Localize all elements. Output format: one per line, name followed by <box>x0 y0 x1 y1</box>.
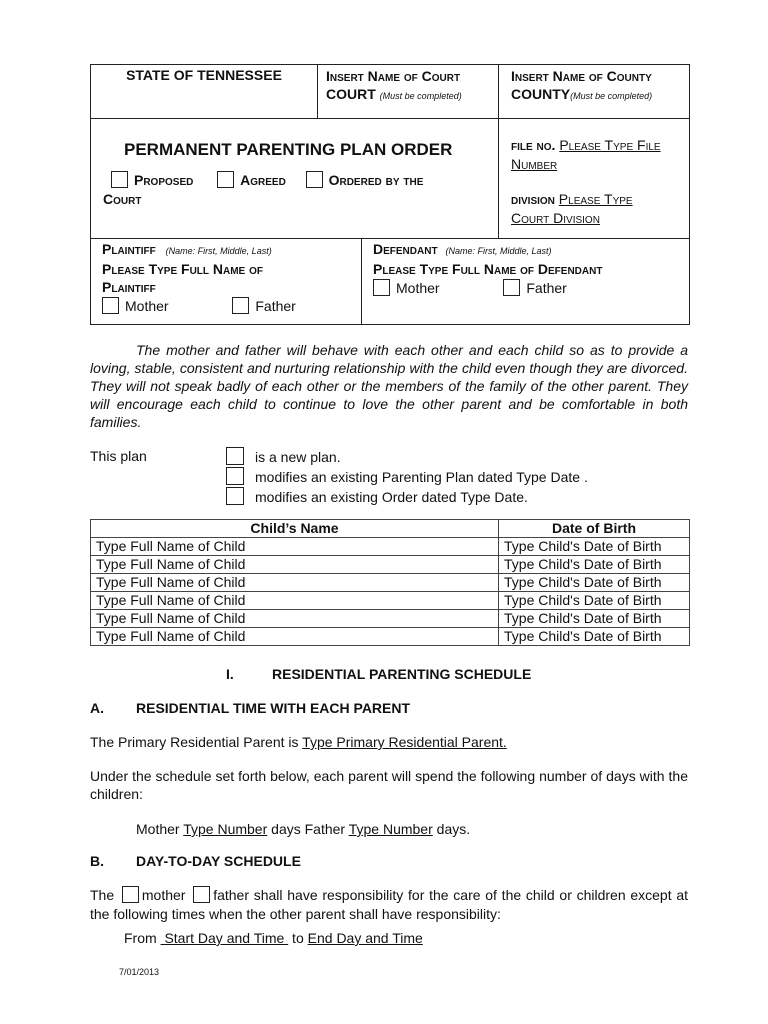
child-name-cell[interactable]: Type Full Name of Child <box>91 538 499 556</box>
plaintiff-name[interactable]: Please Type Full Name of <box>102 261 264 277</box>
father-responsibility-text: father shall have responsibility for the care of the child or children except at the following times when the other parent shall have responsibility: <box>90 887 689 922</box>
mother-days-value[interactable]: Type Number <box>183 821 268 837</box>
document-title: PERMANENT PARENTING PLAN ORDER <box>124 140 453 159</box>
mother-word: mother <box>141 887 186 903</box>
defendant-hint: (Name: First, Middle, Last) <box>445 246 552 256</box>
responsibility-paragraph <box>90 886 688 924</box>
start-day-time[interactable]: Start Day and Time <box>160 930 289 946</box>
child-name-cell[interactable]: Type Full Name of Child <box>91 592 499 610</box>
agreed-label: Agreed <box>240 172 286 188</box>
father-days-label: days Father <box>267 821 349 837</box>
ordered-court-label: Court <box>103 191 142 207</box>
table-row <box>91 592 690 610</box>
child-name-cell[interactable]: Type Full Name of Child <box>91 628 499 646</box>
plan-label: This plan <box>90 448 147 464</box>
child-dob-cell[interactable]: Type Child's Date of Birth <box>499 538 690 556</box>
court-required-note: (Must be completed) <box>379 91 462 101</box>
plaintiff-cell[interactable] <box>91 239 362 325</box>
child-dob-cell[interactable]: Type Child's Date of Birth <box>499 628 690 646</box>
child-dob-header: Date of Birth <box>499 520 690 538</box>
division-label: division <box>511 191 555 207</box>
defendant-father-label: Father <box>526 280 567 296</box>
modifies-plan-checkbox[interactable] <box>226 467 244 485</box>
child-name-header: Child’s Name <box>91 520 499 538</box>
child-dob-cell[interactable]: Type Child's Date of Birth <box>499 556 690 574</box>
section-a-title: RESIDENTIAL TIME WITH EACH PARENT <box>136 700 411 716</box>
mother-days-label: Mother <box>136 821 184 837</box>
plaintiff-mother-checkbox[interactable] <box>102 297 119 314</box>
child-dob-cell[interactable]: Type Child's Date of Birth <box>499 592 690 610</box>
plaintiff-hint: (Name: First, Middle, Last) <box>165 246 272 256</box>
primary-parent-value[interactable]: Type Primary Residential Parent. <box>302 734 507 750</box>
new-plan-checkbox[interactable] <box>226 447 244 465</box>
county-label: COUNTY <box>511 86 571 102</box>
from-label: From <box>124 930 157 946</box>
end-day-time[interactable]: End Day and Time <box>307 930 423 946</box>
the-word: The <box>90 887 115 903</box>
ordered-checkbox[interactable] <box>306 171 323 188</box>
days-suffix: days. <box>432 821 471 837</box>
parties-table <box>90 238 690 325</box>
state-cell <box>91 65 318 119</box>
plan-options <box>226 447 588 507</box>
plaintiff-father-checkbox[interactable] <box>232 297 249 314</box>
section-1-number: I. <box>226 666 234 682</box>
new-plan-label: is a new plan. <box>255 449 341 465</box>
child-name-cell[interactable]: Type Full Name of Child <box>91 556 499 574</box>
file-no-value-2[interactable]: Number <box>511 156 558 172</box>
children-table <box>90 519 690 646</box>
from-line <box>124 930 423 946</box>
court-name-label: Insert Name of Court <box>326 68 461 84</box>
table-row <box>91 610 690 628</box>
court-cell[interactable] <box>318 65 499 119</box>
division-value[interactable]: Please Type <box>558 191 633 207</box>
modifies-order-checkbox[interactable] <box>226 487 244 505</box>
file-cell[interactable] <box>499 119 690 239</box>
father-days-value[interactable]: Type Number <box>348 821 433 837</box>
table-row <box>91 538 690 556</box>
child-name-cell[interactable]: Type Full Name of Child <box>91 610 499 628</box>
child-dob-cell[interactable]: Type Child's Date of Birth <box>499 610 690 628</box>
file-no-value[interactable]: Please Type File <box>559 137 661 153</box>
state-name: STATE OF TENNESSEE <box>126 67 282 83</box>
table-row <box>91 574 690 592</box>
schedule-text: Under the schedule set forth below, each parent will spend the following number of days with the children: <box>90 768 688 802</box>
intro-paragraph: The mother and father will behave with each other and each child so as to provide a loving, stable, consistent and nurturing relationship with the child even though they are divorced. They will not speak badly of each other or the members of the family of the other parent. They will encourage each child to continue to love the other parent and be comfortable in both families. <box>90 342 688 430</box>
county-name-label: Insert Name of County <box>511 68 652 84</box>
modifies-plan-label: modifies an existing Parenting Plan dated Type Date . <box>255 469 588 485</box>
agreed-checkbox[interactable] <box>217 171 234 188</box>
county-required-note: (Must be completed) <box>570 91 653 101</box>
modifies-order-label: modifies an existing Order dated Type Date. <box>255 489 528 505</box>
county-cell[interactable] <box>499 65 690 119</box>
title-cell <box>91 119 499 239</box>
caption-table <box>90 64 690 239</box>
child-dob-cell[interactable]: Type Child's Date of Birth <box>499 574 690 592</box>
defendant-label: Defendant <box>373 241 438 257</box>
defendant-name[interactable]: Please Type Full Name of Defendant <box>373 261 603 277</box>
primary-parent-prefix: The Primary Residential Parent is <box>90 734 303 750</box>
days-line <box>136 821 470 837</box>
section-a-number: A. <box>90 700 104 716</box>
plaintiff-label: Plaintiff <box>102 241 156 257</box>
file-no-label: file no. <box>511 137 556 153</box>
defendant-mother-checkbox[interactable] <box>373 279 390 296</box>
section-1-title: RESIDENTIAL PARENTING SCHEDULE <box>272 666 532 682</box>
defendant-mother-label: Mother <box>396 280 440 296</box>
child-name-cell[interactable]: Type Full Name of Child <box>91 574 499 592</box>
defendant-cell[interactable] <box>362 239 690 325</box>
plaintiff-father-label: Father <box>255 298 296 314</box>
ordered-label: Ordered by the <box>328 172 424 188</box>
section-b-number: B. <box>90 853 104 869</box>
court-label: COURT <box>326 86 376 102</box>
proposed-label: Proposed <box>134 172 194 188</box>
plaintiff-name-2[interactable]: Plaintiff <box>102 279 156 295</box>
division-value-2[interactable]: Court Division <box>511 210 600 226</box>
mother-responsibility-checkbox[interactable] <box>122 886 139 903</box>
table-row <box>91 556 690 574</box>
table-row <box>91 628 690 646</box>
plaintiff-mother-label: Mother <box>125 298 169 314</box>
section-b-title: DAY-TO-DAY SCHEDULE <box>136 853 301 869</box>
footer-date: 7/01/2013 <box>119 967 160 977</box>
defendant-father-checkbox[interactable] <box>503 279 520 296</box>
to-label: to <box>288 930 308 946</box>
father-responsibility-checkbox[interactable] <box>193 886 210 903</box>
primary-parent-line <box>90 734 507 750</box>
proposed-checkbox[interactable] <box>111 171 128 188</box>
